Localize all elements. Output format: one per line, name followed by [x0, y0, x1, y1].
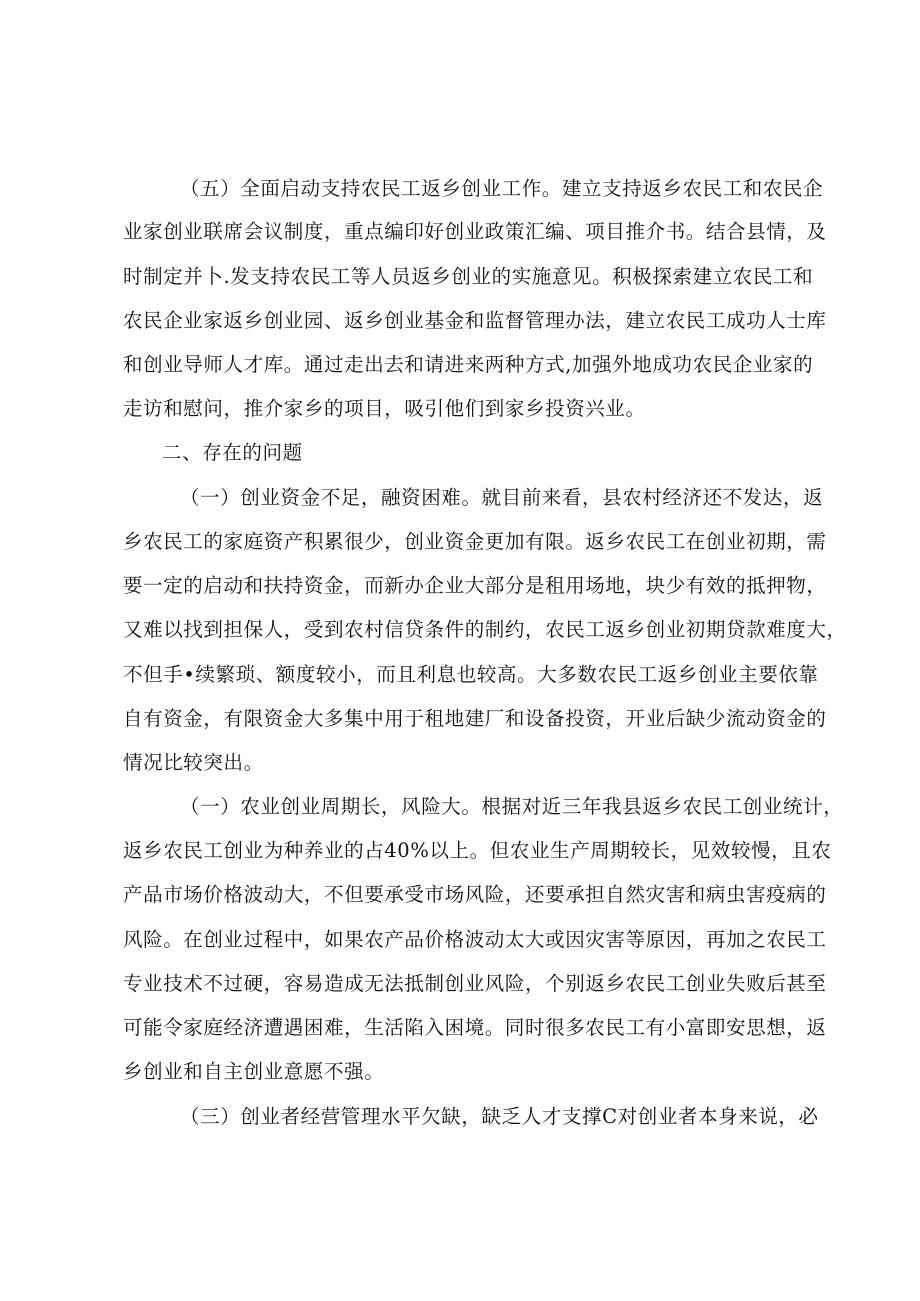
text-line: 乡农民工的家庭资产积累很少，创业资金更加有限。返乡农民工在创业初期，需 — [123, 530, 827, 553]
text-line: 情况比较突出。 — [123, 751, 264, 774]
text-line: 要一定的启动和扶持资金，而新办企业大部分是租用场地，块少有效的抵押物， — [123, 574, 827, 597]
text-line: 和创业导师人才库。通过走出去和请进来两种方式,加强外地成功农民企业家的 — [123, 353, 814, 376]
text-line: （三）创业者经营管理水平欠缺，缺乏人才支撑C对创业者本身来说，必 — [180, 1105, 819, 1128]
text-line: 乡创业和自主创业意愿不强。 — [123, 1060, 385, 1083]
text-line: 产品市场价格波动大，不但要承受市场风险，还要承担自然灾害和病虫害疫病的 — [123, 883, 827, 906]
text-line: 走访和慰问，推介家乡的项目，吸引他们到家乡投资兴业。 — [123, 397, 646, 420]
section-heading: 二、存在的问题 — [162, 441, 303, 464]
text-line: （五）全面启动支持农民工返乡创业工作。建立支持返乡农民工和农民企 — [180, 177, 824, 200]
text-line: 返乡农民工创业为种养业的占40%以上。但农业生产周期较长，见效较慢，且农 — [123, 839, 832, 862]
text-line: 可能令家庭经济遭遇困难，生活陷入困境。同时很多农民工有小富即安思想，返 — [123, 1016, 827, 1039]
text-line: 时制定并卜.发支持农民工等人员返乡创业的实施意见。积极探索建立农民工和 — [123, 265, 814, 288]
text-line: 又难以找到担保人，受到农村信贷条件的制约，农民工返乡创业初期贷款难度大， — [123, 618, 847, 641]
text-line: 风险。在创业过程中，如果农产品价格波动太大或因灾害等原因，再加之农民工 — [123, 928, 827, 951]
text-line: 自有资金，有限资金大多集中用于租地建厂和设备投资，开业后缺少流动资金的 — [123, 707, 827, 730]
text-line: 农民企业家返乡创业园、返乡创业基金和监督管理办法，建立农民工成功人士库 — [123, 309, 827, 332]
text-line: （一）创业资金不足，融资困难。就目前来看，县农村经济还不发达，返 — [180, 486, 824, 509]
text-line: 业家创业联席会议制度，重点编印好创业政策汇编、项目推介书。结合县情，及 — [123, 220, 827, 243]
text-line: （一）农业创业周期长，风险大。根据对近三年我县返乡农民工创业统计， — [180, 795, 844, 818]
text-line: 不但手•续繁琐、额度较小，而且利息也较高。大多数农民工返乡创业主要依靠 — [123, 663, 819, 686]
text-line: 专业技术不过硬，容易造成无法抵制创业风险，个别返乡农民工创业失败后甚至 — [123, 972, 827, 995]
